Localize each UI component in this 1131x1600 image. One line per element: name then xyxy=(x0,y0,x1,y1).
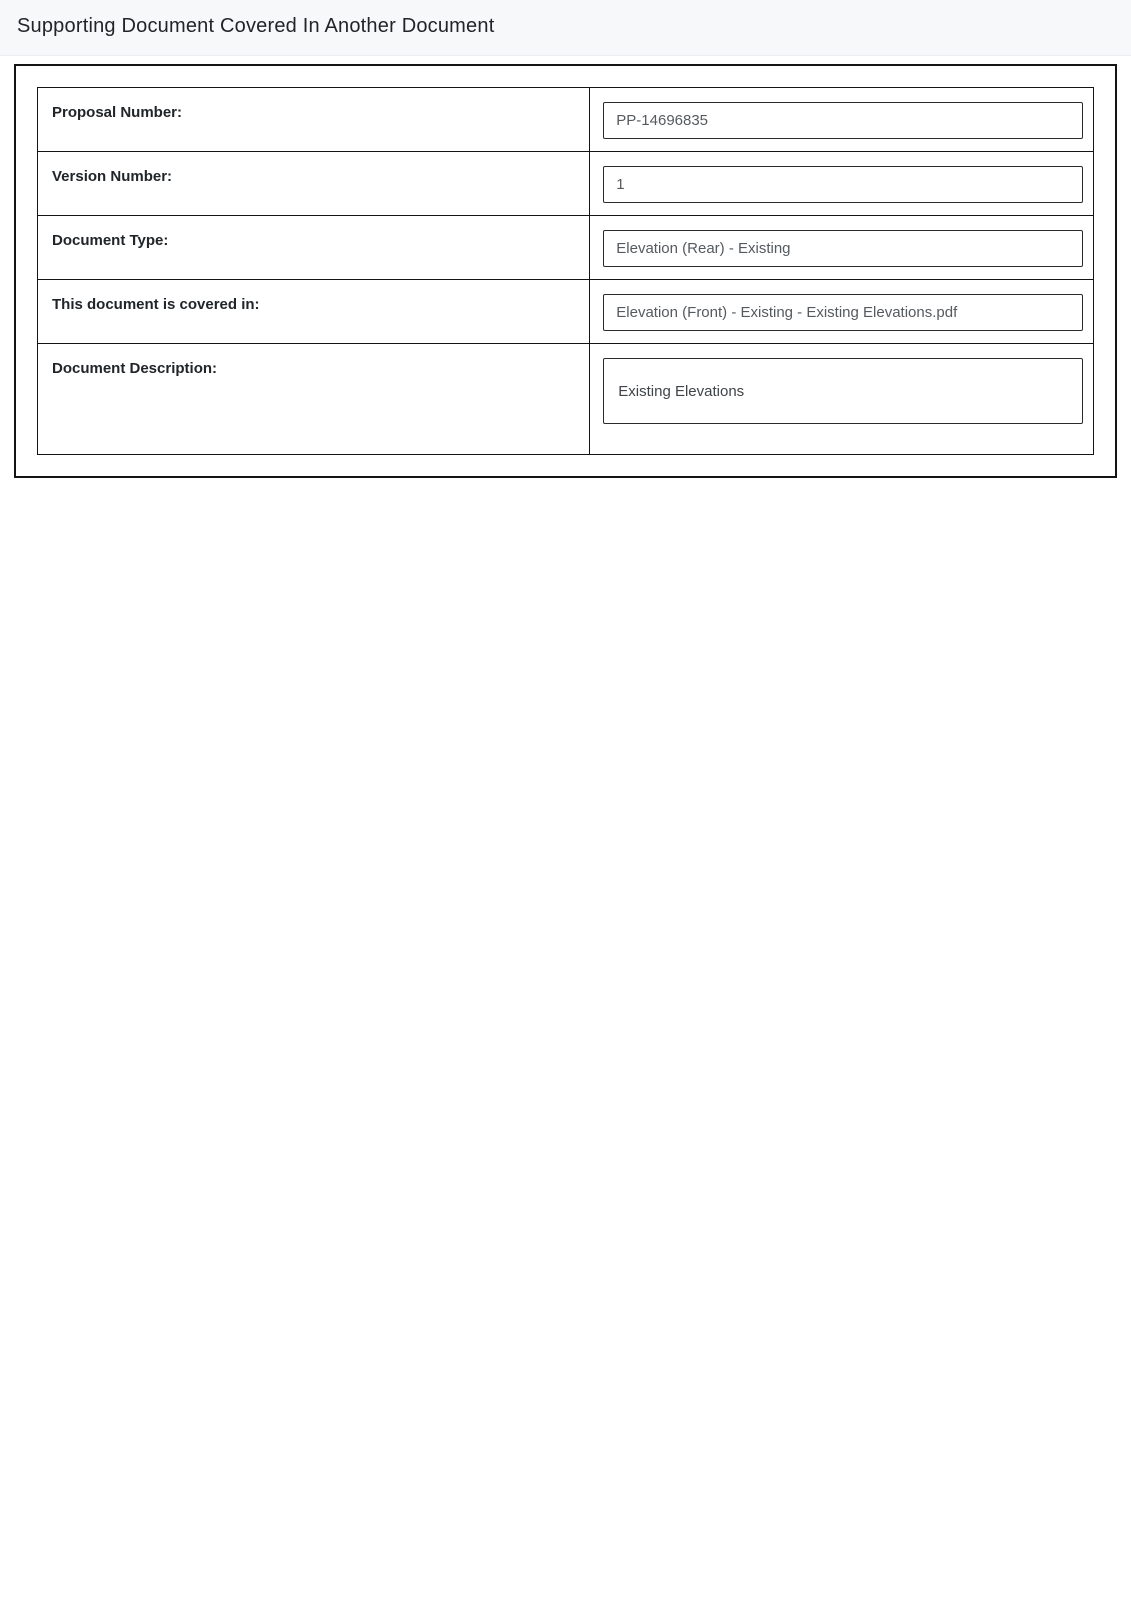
document-description-value: Existing Elevations xyxy=(603,358,1083,424)
document-summary-panel xyxy=(14,64,1117,478)
proposal-number-value: PP-14696835 xyxy=(603,102,1083,139)
version-number-label: Version Number: xyxy=(52,168,173,185)
table-row-document-description xyxy=(38,344,1094,455)
covered-in-label: This document is covered in: xyxy=(52,296,260,313)
table-row-version-number xyxy=(38,152,1094,216)
document-description-label: Document Description: xyxy=(52,360,218,377)
page-header xyxy=(0,0,1131,56)
table-row-proposal-number xyxy=(38,88,1094,152)
proposal-number-label: Proposal Number: xyxy=(52,104,183,121)
table-row-covered-in xyxy=(38,280,1094,344)
document-type-label: Document Type: xyxy=(52,232,169,249)
document-summary-table xyxy=(37,87,1094,455)
document-type-value: Elevation (Rear) - Existing xyxy=(603,230,1083,267)
version-number-value: 1 xyxy=(603,166,1083,203)
page-title: Supporting Document Covered In Another Document xyxy=(17,15,495,37)
table-row-document-type xyxy=(38,216,1094,280)
covered-in-value: Elevation (Front) - Existing - Existing Elevations.pdf xyxy=(603,294,1083,331)
